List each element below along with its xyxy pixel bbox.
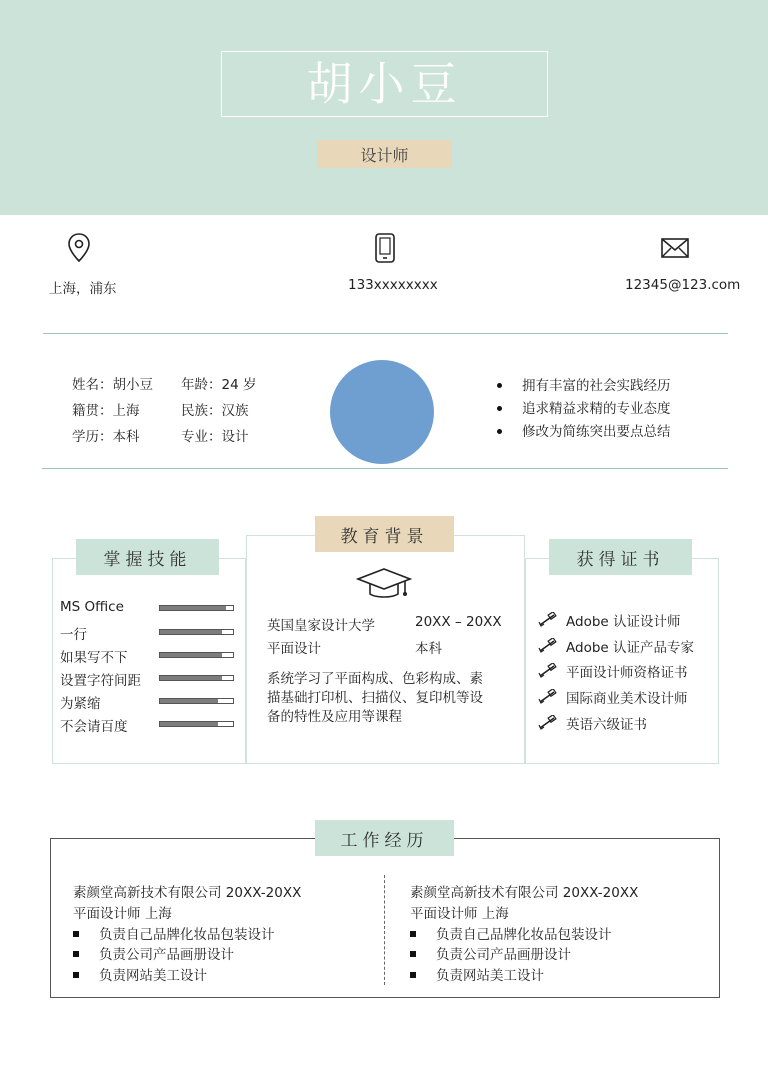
- education-major: 平面设计: [267, 641, 321, 657]
- skills-heading: 掌握技能: [76, 539, 219, 575]
- bullet-dot-icon: [497, 429, 502, 434]
- work-duty: 负责公司产品画册设计: [73, 943, 234, 963]
- work-role-line: 平面设计师 上海: [73, 906, 172, 922]
- bullet-square-icon: [73, 972, 79, 978]
- skill-name: 为紧缩: [60, 696, 101, 712]
- certificate-item: 平面设计师资格证书: [537, 661, 688, 681]
- contact-phone: 133xxxxxxxx: [348, 277, 438, 293]
- education-description-line: 备的特性及应用等课程: [267, 709, 402, 725]
- work-column-divider: [384, 875, 385, 985]
- skill-name: MS Office: [60, 599, 124, 615]
- info-major: 专业：设计: [181, 429, 249, 445]
- contact-email: 12345@123.com: [625, 277, 741, 293]
- education-degree: 本科: [415, 641, 442, 657]
- education-description-line: 描基础打印机、扫描仪、复印机等设: [267, 690, 483, 706]
- work-role-line: 平面设计师 上海: [410, 906, 509, 922]
- skill-name: 设置字符间距: [60, 673, 141, 689]
- graduation-cap-icon: [356, 566, 412, 600]
- diploma-scroll-icon: [537, 715, 557, 731]
- work-heading: 工作经历: [315, 820, 454, 856]
- work-duty: 负责公司产品画册设计: [410, 943, 571, 963]
- skill-level-bar: [159, 652, 234, 658]
- info-age: 年龄：24 岁: [181, 377, 257, 393]
- work-duty: 负责网站美工设计: [410, 964, 544, 984]
- skill-name: 不会请百度: [60, 719, 128, 735]
- work-duty: 负责网站美工设计: [73, 964, 207, 984]
- info-ethnicity: 民族：汉族: [181, 403, 249, 419]
- education-heading: 教育背景: [315, 516, 454, 552]
- skill-level-bar: [159, 675, 234, 681]
- work-duty: 负责自己品牌化妆品包装设计: [410, 923, 612, 943]
- diploma-scroll-icon: [537, 663, 557, 679]
- job-title-badge: 设计师: [317, 140, 452, 168]
- name-frame: [221, 51, 548, 117]
- location-pin-icon: [66, 232, 92, 264]
- bullet-square-icon: [410, 951, 416, 957]
- highlight-item: 拥有丰富的社会实践经历: [497, 374, 671, 394]
- certificate-item: 英语六级证书: [537, 713, 647, 733]
- info-education: 学历：本科: [72, 429, 140, 445]
- diploma-scroll-icon: [537, 638, 557, 654]
- certificate-item: Adobe 认证产品专家: [537, 636, 694, 656]
- work-duty: 负责自己品牌化妆品包装设计: [73, 923, 275, 943]
- certificate-item: Adobe 认证设计师: [537, 610, 681, 630]
- candidate-name: 胡小豆: [306, 57, 463, 111]
- skill-name: 如果写不下: [60, 650, 128, 666]
- avatar: [330, 360, 434, 464]
- work-company-line: 素颜堂高新技术有限公司 20XX-20XX: [73, 885, 302, 901]
- bullet-dot-icon: [497, 406, 502, 411]
- info-origin: 籍贯：上海: [72, 403, 140, 419]
- highlight-item: 修改为简练突出要点总结: [497, 420, 671, 440]
- bullet-dot-icon: [497, 383, 502, 388]
- diploma-scroll-icon: [537, 612, 557, 628]
- certificates-heading: 获得证书: [549, 539, 692, 575]
- bullet-square-icon: [73, 931, 79, 937]
- skill-level-bar: [159, 629, 234, 635]
- education-description-line: 系统学习了平面构成、色彩构成、素: [267, 671, 483, 687]
- mobile-phone-icon: [372, 232, 398, 264]
- envelope-icon: [660, 232, 690, 264]
- bullet-square-icon: [410, 931, 416, 937]
- highlight-item: 追求精益求精的专业态度: [497, 397, 671, 417]
- contact-location: 上海，浦东: [49, 281, 117, 297]
- divider-top: [43, 333, 728, 334]
- certificate-item: 国际商业美术设计师: [537, 687, 688, 707]
- skill-level-bar: [159, 721, 234, 727]
- bullet-square-icon: [73, 951, 79, 957]
- divider-bottom: [42, 468, 728, 469]
- education-school: 英国皇家设计大学: [267, 618, 375, 634]
- diploma-scroll-icon: [537, 689, 557, 705]
- skill-level-bar: [159, 605, 234, 611]
- bullet-square-icon: [410, 972, 416, 978]
- skill-name: 一行: [60, 627, 87, 643]
- education-period: 20XX – 20XX: [415, 614, 502, 630]
- work-company-line: 素颜堂高新技术有限公司 20XX-20XX: [410, 885, 639, 901]
- info-name: 姓名：胡小豆: [72, 377, 153, 393]
- skill-level-bar: [159, 698, 234, 704]
